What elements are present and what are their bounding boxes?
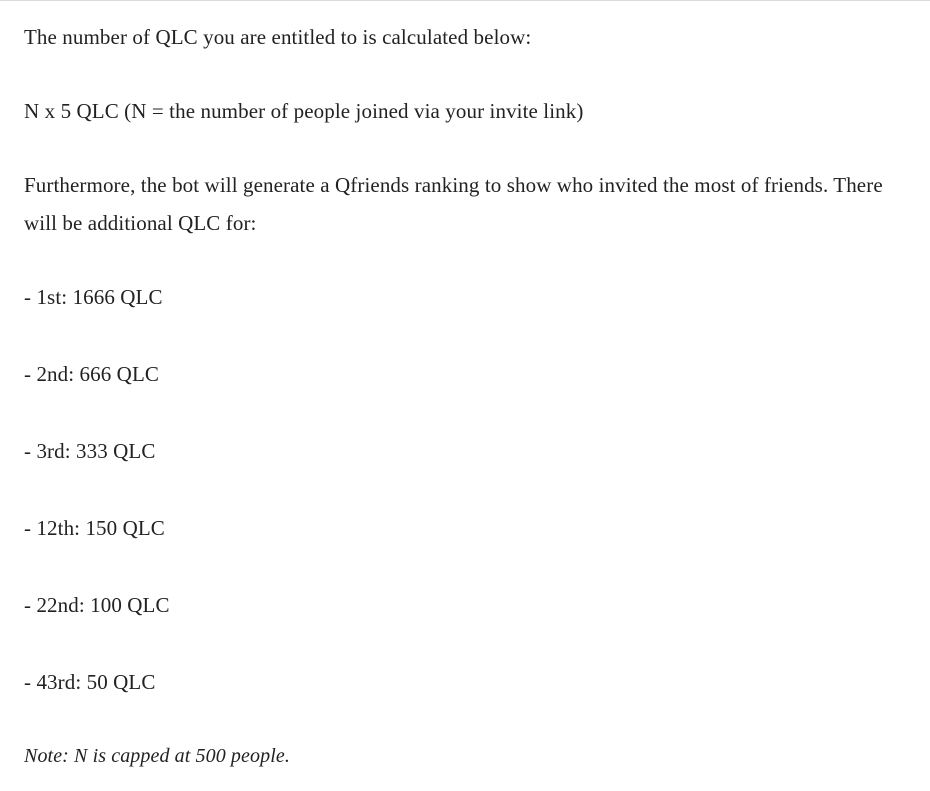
paragraph-note: Note: N is capped at 500 people. — [24, 745, 290, 767]
list-item-rank-43: - 43rd: 50 QLC — [24, 670, 156, 694]
list-item-rank-22: - 22nd: 100 QLC — [24, 593, 170, 617]
list-item-rank-12: - 12th: 150 QLC — [24, 516, 165, 540]
list-item-rank-1: - 1st: 1666 QLC — [24, 285, 163, 309]
paragraph-ranking-intro: Furthermore, the bot will generate a Qfriends ranking to show who invited the most of friends. There will be additional QLC for: — [24, 173, 883, 235]
paragraph-intro: The number of QLC you are entitled to is calculated below: — [24, 25, 532, 49]
list-item-rank-3: - 3rd: 333 QLC — [24, 439, 156, 463]
document-content — [24, 0, 906, 775]
list-item-rank-2: - 2nd: 666 QLC — [24, 362, 159, 386]
top-divider — [0, 0, 930, 1]
paragraph-formula: N x 5 QLC (N = the number of people joined via your invite link) — [24, 99, 584, 123]
